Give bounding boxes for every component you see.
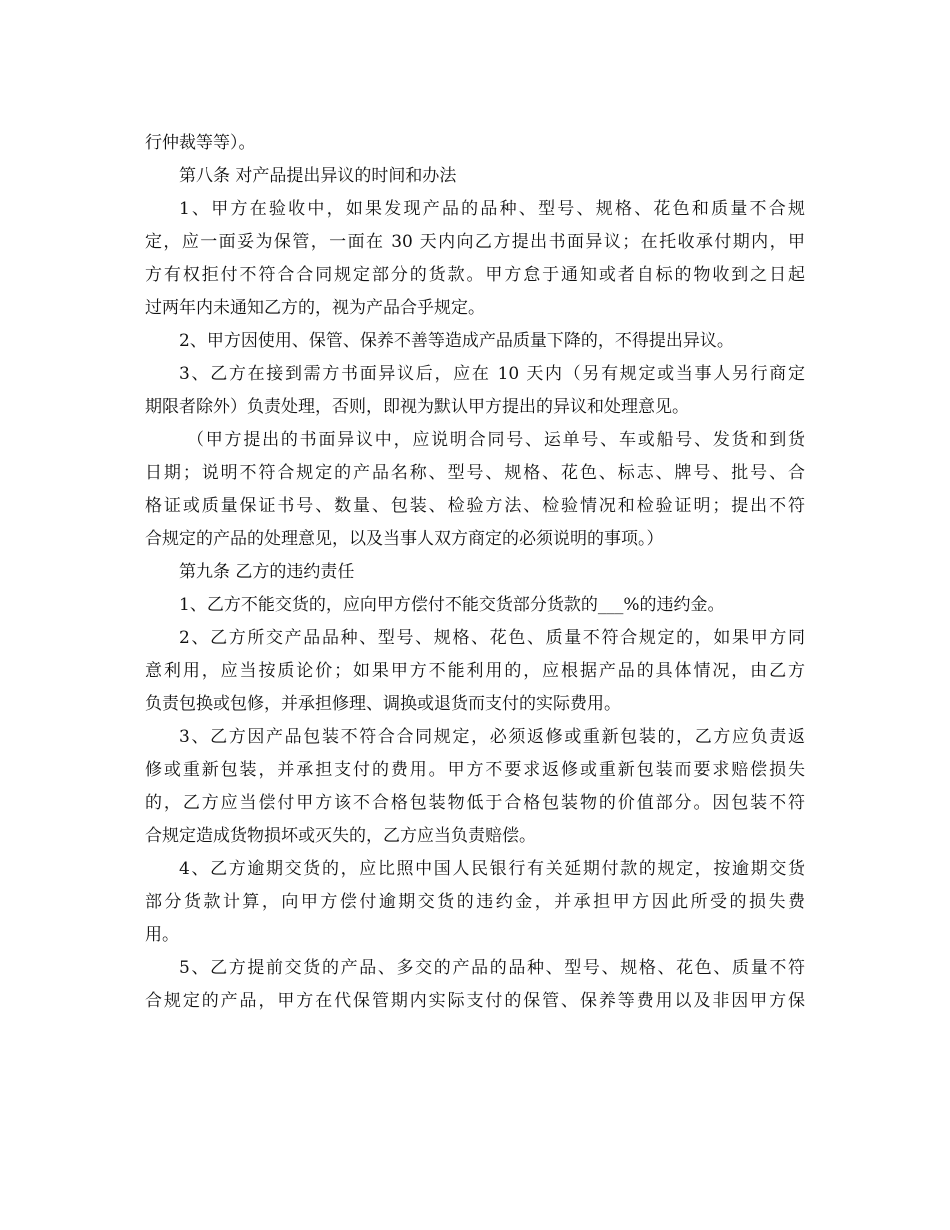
text-line: 合规定的产品的处理意见，以及当事人双方商定的必须说明的事项。） [145,529,664,549]
text-line: 期限者除外）负责处理，否则，即视为默认甲方提出的异议和处理意见。 [145,397,689,417]
text-line: 部分货款计算，向甲方偿付逾期交货的违约金，并承担甲方因此所受的损失费 [145,892,805,912]
text-line: 4、乙方逾期交货的，应比照中国人民银行有关延期付款的规定，按逾期交货 [179,859,805,879]
text-line: 定，应一面妥为保管，一面在 30 天内向乙方提出书面异议；在托收承付期内，甲 [145,232,805,252]
text-line: 3、乙方在接到需方书面异议后，应在 10 天内（另有规定或当事人另行商定 [179,364,805,384]
document-body [145,127,805,1018]
text-line: 5、乙方提前交货的产品、多交的产品的品种、型号、规格、花色、质量不符 [179,958,805,978]
text-line: 合规定的产品，甲方在代保管期内实际支付的保管、保养等费用以及非因甲方保 [145,991,805,1011]
text-line: 1、乙方不能交货的，应向甲方偿付不能交货部分货款的___%的违约金。 [179,595,725,615]
text-line: 日期；说明不符合规定的产品名称、型号、规格、花色、标志、牌号、批号、合 [145,463,805,483]
text-line: 负责包换或包修，并承担修理、调换或退货而支付的实际费用。 [145,694,621,714]
text-line: 行仲裁等等）。 [145,133,256,153]
article-heading: 第八条 对产品提出异议的时间和办法 [179,166,457,186]
text-line: 格证或质量保证书号、数量、包装、检验方法、检验情况和检验证明；提出不符 [145,496,805,516]
text-line: 修或重新包装，并承担支付的费用。甲方不要求返修或重新包装而要求赔偿损失 [145,760,805,780]
text-line: 的，乙方应当偿付甲方该不合格包装物低于合格包装物的价值部分。因包装不符 [145,793,805,813]
text-line: 方有权拒付不符合合同规定部分的货款。甲方怠于通知或者自标的物收到之日起 [145,265,805,285]
text-line: 3、乙方因产品包装不符合合同规定，必须返修或重新包装的，乙方应负责返 [179,727,805,747]
text-line: 意利用，应当按质论价；如果甲方不能利用的，应根据产品的具体情况，由乙方 [145,661,805,681]
text-line: （甲方提出的书面异议中，应说明合同号、运单号、车或船号、发货和到货 [187,430,805,450]
article-heading: 第九条 乙方的违约责任 [179,562,355,582]
text-line: 过两年内未通知乙方的，视为产品合乎规定。 [145,298,485,318]
text-line: 用。 [145,925,179,945]
text-line: 2、乙方所交产品品种、型号、规格、花色、质量不符合规定的，如果甲方同 [179,628,805,648]
text-line: 合规定造成货物损坏或灭失的，乙方应当负责赔偿。 [145,826,536,846]
text-line: 1、甲方在验收中，如果发现产品的品种、型号、规格、花色和质量不合规 [179,199,805,219]
text-line: 2、甲方因使用、保管、保养不善等造成产品质量下降的，不得提出异议。 [179,331,734,351]
